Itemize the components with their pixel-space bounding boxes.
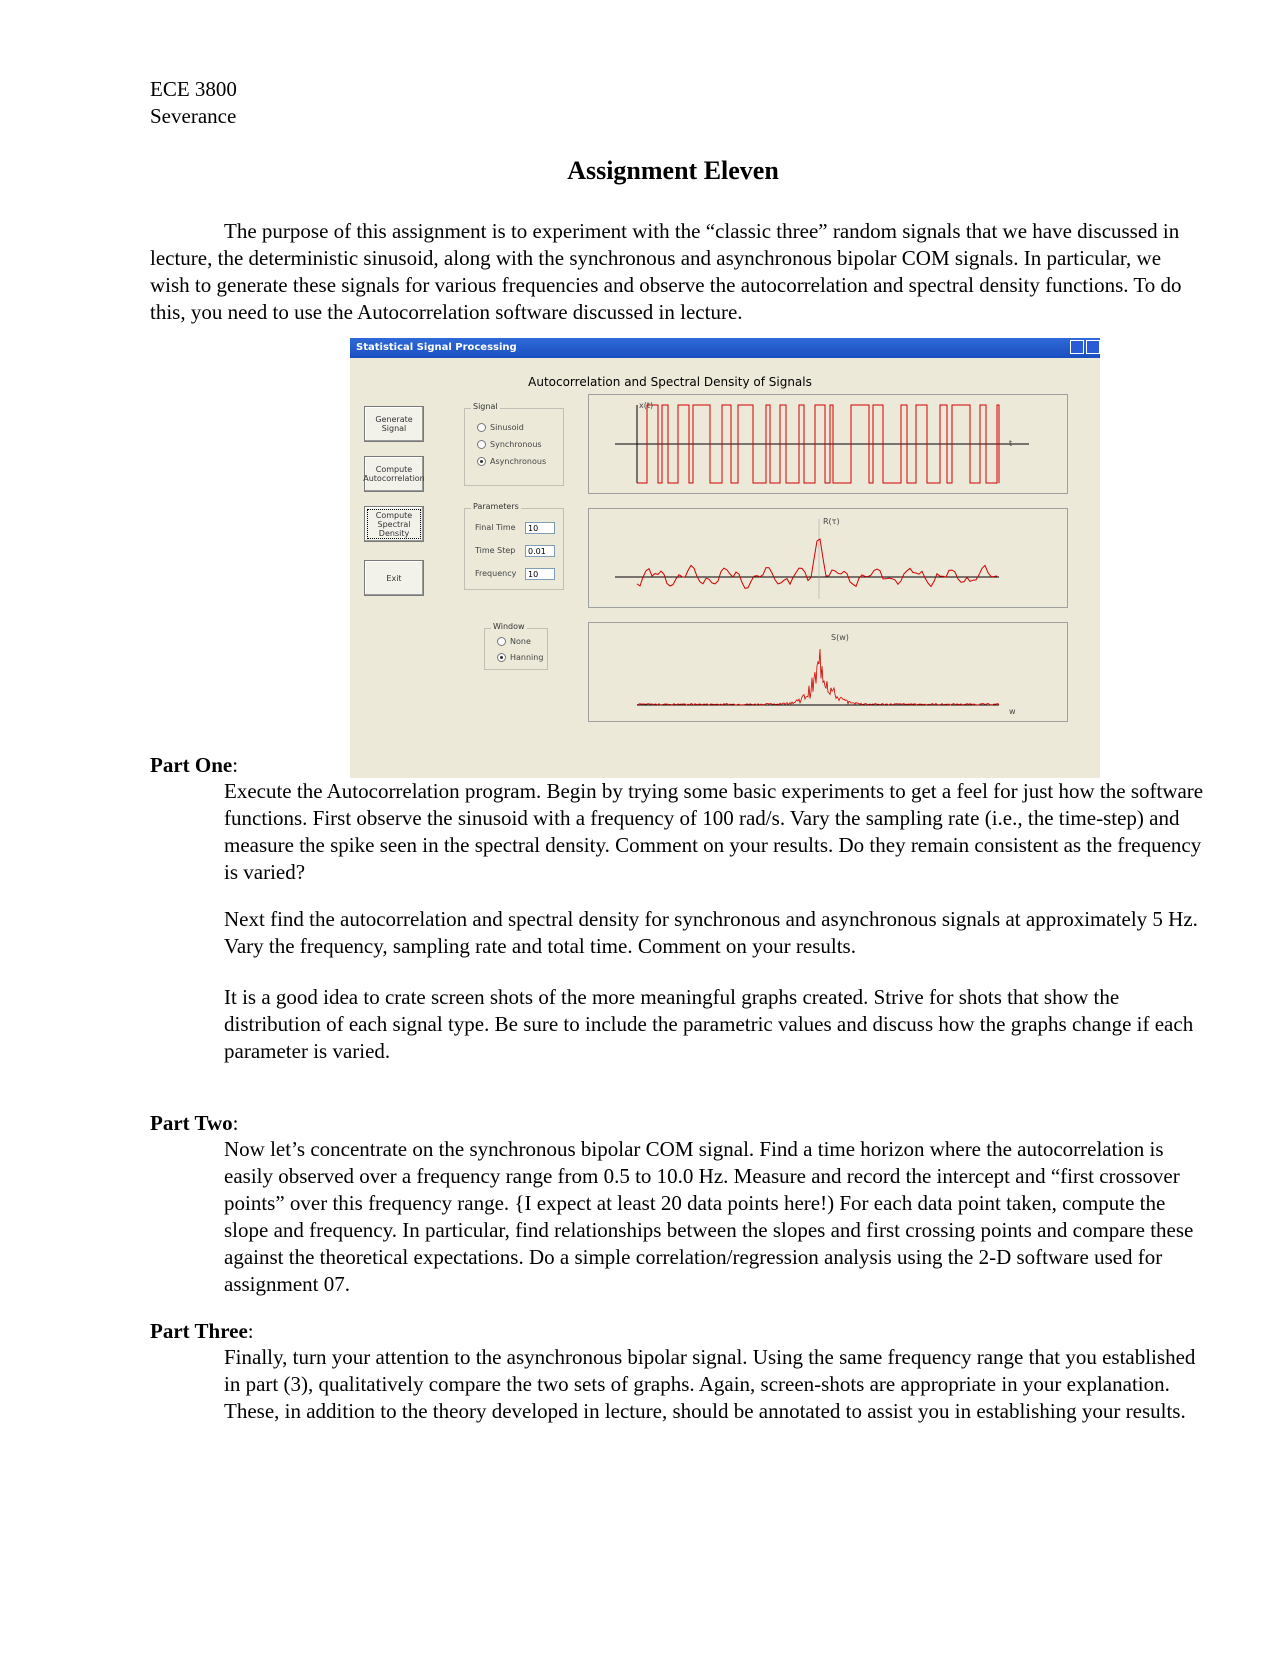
time-step-input[interactable]: 0.01 xyxy=(525,545,555,557)
part-one-paragraph-2: Next find the autocorrelation and spectral density for synchronous and asynchronous signals at approximately 5 Hz. Vary the frequency, sampling rate and total time. Comment on your results. xyxy=(224,907,1198,958)
spectral-density-plot-canvas xyxy=(589,623,1067,721)
radio-icon xyxy=(497,637,506,646)
window-group-label: Window xyxy=(493,622,525,631)
course-number: ECE 3800 xyxy=(150,77,237,101)
intro-paragraph: The purpose of this assignment is to experiment with the “classic three” random signals that we have discussed in lecture, the deterministic sinusoid, along with the synchronous and asynchronous bipolar COM signals. In particular, we wish to generate these signals for various frequencies and observe the autocorrelation and spectral density functions. To do this, you need to use the Autocorrelation software discussed in lecture. xyxy=(150,219,1182,324)
spectral-axis-label: w xyxy=(1009,707,1016,716)
app-window-title: Statistical Signal Processing xyxy=(356,342,517,353)
signal-plot xyxy=(588,394,1068,494)
signal-option-synchronous[interactable]: Synchronous xyxy=(477,440,542,449)
part-two-paragraph: Now let’s concentrate on the synchronous bipolar COM signal. Find a time horizon where the autocorrelation is easily observed over a frequency range from 0.5 to 10.0 Hz. Measure and record the intercept and “first crossover points” over this frequency range. {I expect at least 20 data points here!) For each data point taken, compute the slope and frequency. In particular, find relationships between the slopes and first crossing points and compare these against the theoretical expectations. Do a simple correlation/regression analysis using the 2-D software used for assignment 07. xyxy=(224,1137,1194,1296)
spectral-density-curve xyxy=(637,649,999,705)
minimize-icon[interactable] xyxy=(1070,340,1084,354)
final-time-label: Final Time xyxy=(475,523,516,532)
part-one-paragraph-3: It is a good idea to crate screen shots of the more meaningful graphs created. Strive for shots that show the distribution of each signal type. Be sure to include the parametric values and discuss how the graphs change if each parameter is varied. xyxy=(224,985,1194,1063)
author-name: Severance xyxy=(150,104,237,128)
window-option-hanning[interactable]: Hanning xyxy=(497,653,543,662)
exit-button[interactable]: Exit xyxy=(364,560,424,596)
document-header xyxy=(150,76,237,130)
final-time-input[interactable]: 10 xyxy=(525,522,555,534)
signal-plot-label: x(t) xyxy=(639,401,654,410)
part-two-heading: Part Two: xyxy=(150,1111,239,1135)
spectral-density-plot xyxy=(588,622,1068,722)
parameters-group-label: Parameters xyxy=(473,502,519,511)
signal-group-label: Signal xyxy=(473,402,498,411)
signal-group xyxy=(464,402,564,486)
radio-icon xyxy=(477,423,486,432)
frequency-label: Frequency xyxy=(475,569,517,578)
autocorrelation-plot xyxy=(588,508,1068,608)
compute-spectral-density-button[interactable]: Compute Spectral Density xyxy=(364,506,424,542)
parameters-group xyxy=(464,502,564,590)
part-three-heading: Part Three: xyxy=(150,1319,254,1343)
compute-autocorrelation-button[interactable]: Compute Autocorrelation xyxy=(364,456,424,492)
signal-option-sinusoid[interactable]: Sinusoid xyxy=(477,423,524,432)
autocorrelation-curve xyxy=(637,539,997,588)
signal-plot-canvas xyxy=(589,395,1067,493)
maximize-icon[interactable] xyxy=(1086,340,1100,354)
spectral-density-plot-label: S(w) xyxy=(831,633,849,642)
radio-icon xyxy=(477,440,486,449)
window-option-none[interactable]: None xyxy=(497,637,531,646)
document-title: Assignment Eleven xyxy=(567,156,779,185)
part-three-paragraph: Finally, turn your attention to the asynchronous bipolar signal. Using the same frequency range that you established in part (3), qualitatively compare the two sets of graphs. Again, screen-shots are appropriate in your explanation. These, in addition to the theory developed in lecture, should be annotated to assist you in establishing your results. xyxy=(224,1345,1196,1423)
part-one-paragraph-1: Execute the Autocorrelation program. Begin by trying some basic experiments to get a feel for just how the software functions. First observe the sinusoid with a frequency of 100 rad/s. Vary the sampling rate (i.e., the time-step) and measure the spike seen in the spectral density. Comment on your results. Do they remain consistent as the frequency is varied? xyxy=(224,779,1204,884)
part-one-heading: Part One: xyxy=(150,753,239,777)
frequency-input[interactable]: 10 xyxy=(525,568,555,580)
app-heading: Autocorrelation and Spectral Density of Signals xyxy=(528,375,812,389)
app-screenshot xyxy=(350,338,1100,778)
radio-selected-icon xyxy=(477,457,486,466)
app-titlebar xyxy=(350,338,1100,358)
window-group xyxy=(484,622,548,670)
radio-selected-icon xyxy=(497,653,506,662)
time-step-label: Time Step xyxy=(475,546,516,555)
signal-option-asynchronous[interactable]: Asynchronous xyxy=(477,457,546,466)
generate-signal-button[interactable]: Generate Signal xyxy=(364,406,424,442)
autocorrelation-plot-label: R(τ) xyxy=(823,517,840,526)
signal-axis-label: t xyxy=(1009,439,1013,448)
